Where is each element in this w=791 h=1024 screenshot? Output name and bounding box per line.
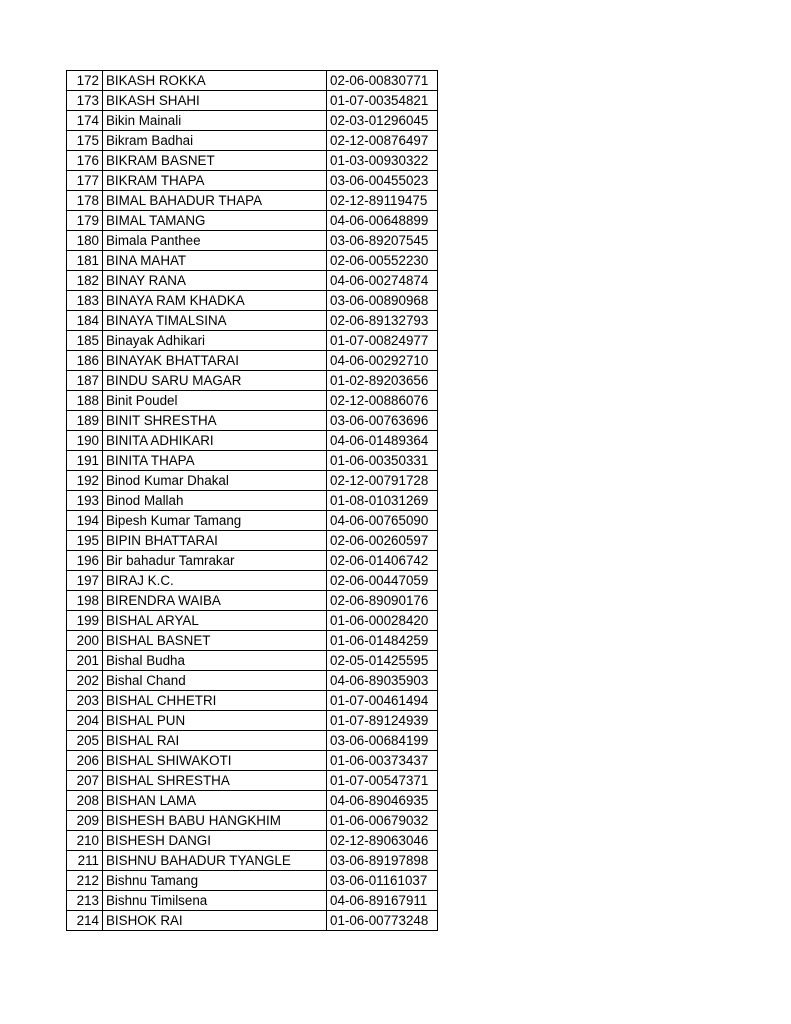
serial-number-cell: 184 — [67, 311, 103, 331]
table-row — [67, 191, 438, 211]
name-cell: BIPIN BHATTARAI — [103, 531, 327, 551]
name-cell: BISHAL RAI — [103, 731, 327, 751]
table-row — [67, 811, 438, 831]
name-cell: BIKRAM BASNET — [103, 151, 327, 171]
name-cell: Binod Kumar Dhakal — [103, 471, 327, 491]
table-row — [67, 131, 438, 151]
name-cell: Bikram Badhai — [103, 131, 327, 151]
serial-number-cell: 190 — [67, 431, 103, 451]
serial-number-cell: 186 — [67, 351, 103, 371]
serial-number-cell: 213 — [67, 891, 103, 911]
serial-number-cell: 188 — [67, 391, 103, 411]
table-row — [67, 691, 438, 711]
table-row — [67, 351, 438, 371]
id-number-cell: 02-06-00260597 — [327, 531, 438, 551]
serial-number-cell: 175 — [67, 131, 103, 151]
serial-number-cell: 197 — [67, 571, 103, 591]
id-number-cell: 04-06-89046935 — [327, 791, 438, 811]
id-number-cell: 02-06-89132793 — [327, 311, 438, 331]
name-cell: Bipesh Kumar Tamang — [103, 511, 327, 531]
name-cell: BISHAL SHIWAKOTI — [103, 751, 327, 771]
id-number-cell: 01-07-89124939 — [327, 711, 438, 731]
serial-number-cell: 196 — [67, 551, 103, 571]
id-number-cell: 01-07-00354821 — [327, 91, 438, 111]
name-cell: BINAY RANA — [103, 271, 327, 291]
id-number-cell: 04-06-00274874 — [327, 271, 438, 291]
name-cell: BISHNU BAHADUR TYANGLE — [103, 851, 327, 871]
table-row — [67, 91, 438, 111]
id-number-cell: 02-12-00791728 — [327, 471, 438, 491]
table-row — [67, 71, 438, 91]
table-row — [67, 211, 438, 231]
id-number-cell: 02-06-00447059 — [327, 571, 438, 591]
table-row — [67, 591, 438, 611]
table-row — [67, 491, 438, 511]
serial-number-cell: 203 — [67, 691, 103, 711]
table-row — [67, 411, 438, 431]
name-cell: BISHAN LAMA — [103, 791, 327, 811]
id-number-cell: 04-06-89167911 — [327, 891, 438, 911]
table-row — [67, 671, 438, 691]
name-cell: Bishal Budha — [103, 651, 327, 671]
serial-number-cell: 198 — [67, 591, 103, 611]
id-number-cell: 04-06-00765090 — [327, 511, 438, 531]
serial-number-cell: 199 — [67, 611, 103, 631]
serial-number-cell: 177 — [67, 171, 103, 191]
serial-number-cell: 173 — [67, 91, 103, 111]
table-row — [67, 851, 438, 871]
id-number-cell: 02-12-00876497 — [327, 131, 438, 151]
id-number-cell: 03-06-00455023 — [327, 171, 438, 191]
table-row — [67, 911, 438, 931]
id-number-cell: 02-06-89090176 — [327, 591, 438, 611]
table-row — [67, 371, 438, 391]
serial-number-cell: 208 — [67, 791, 103, 811]
table-row — [67, 731, 438, 751]
id-number-cell: 03-06-89197898 — [327, 851, 438, 871]
name-cell: Bishnu Timilsena — [103, 891, 327, 911]
table-row — [67, 711, 438, 731]
serial-number-cell: 194 — [67, 511, 103, 531]
table-row — [67, 571, 438, 591]
serial-number-cell: 182 — [67, 271, 103, 291]
name-cell: BIKASH ROKKA — [103, 71, 327, 91]
table-row — [67, 431, 438, 451]
name-cell: Bikin Mainali — [103, 111, 327, 131]
roster-table — [66, 70, 438, 931]
table-row — [67, 611, 438, 631]
name-cell: BIMAL BAHADUR THAPA — [103, 191, 327, 211]
table-row — [67, 651, 438, 671]
name-cell: BINIT SHRESTHA — [103, 411, 327, 431]
serial-number-cell: 205 — [67, 731, 103, 751]
name-cell: BISHAL SHRESTHA — [103, 771, 327, 791]
id-number-cell: 01-06-00350331 — [327, 451, 438, 471]
id-number-cell: 02-06-00830771 — [327, 71, 438, 91]
id-number-cell: 01-07-00824977 — [327, 331, 438, 351]
name-cell: Bir bahadur Tamrakar — [103, 551, 327, 571]
serial-number-cell: 176 — [67, 151, 103, 171]
table-row — [67, 531, 438, 551]
id-number-cell: 03-06-00684199 — [327, 731, 438, 751]
id-number-cell: 02-12-89063046 — [327, 831, 438, 851]
table-row — [67, 791, 438, 811]
name-cell: BINAYAK BHATTARAI — [103, 351, 327, 371]
name-cell: BIKRAM THAPA — [103, 171, 327, 191]
name-cell: BIKASH SHAHI — [103, 91, 327, 111]
table-row — [67, 391, 438, 411]
table-row — [67, 251, 438, 271]
id-number-cell: 02-03-01296045 — [327, 111, 438, 131]
name-cell: BISHAL BASNET — [103, 631, 327, 651]
table-row — [67, 451, 438, 471]
serial-number-cell: 180 — [67, 231, 103, 251]
id-number-cell: 03-06-01161037 — [327, 871, 438, 891]
name-cell: Bishal Chand — [103, 671, 327, 691]
serial-number-cell: 214 — [67, 911, 103, 931]
name-cell: BISHAL CHHETRI — [103, 691, 327, 711]
id-number-cell: 02-05-01425595 — [327, 651, 438, 671]
id-number-cell: 01-06-00028420 — [327, 611, 438, 631]
table-row — [67, 151, 438, 171]
serial-number-cell: 187 — [67, 371, 103, 391]
id-number-cell: 01-03-00930322 — [327, 151, 438, 171]
serial-number-cell: 200 — [67, 631, 103, 651]
serial-number-cell: 204 — [67, 711, 103, 731]
name-cell: Binod Mallah — [103, 491, 327, 511]
table-row — [67, 311, 438, 331]
table-row — [67, 271, 438, 291]
name-cell: BISHESH BABU HANGKHIM — [103, 811, 327, 831]
name-cell: BINAYA RAM KHADKA — [103, 291, 327, 311]
serial-number-cell: 201 — [67, 651, 103, 671]
serial-number-cell: 191 — [67, 451, 103, 471]
table-row — [67, 331, 438, 351]
name-cell: Binayak Adhikari — [103, 331, 327, 351]
roster-table-body — [67, 71, 438, 931]
id-number-cell: 01-07-00461494 — [327, 691, 438, 711]
table-row — [67, 751, 438, 771]
name-cell: BINA MAHAT — [103, 251, 327, 271]
name-cell: Bimala Panthee — [103, 231, 327, 251]
id-number-cell: 04-06-00648899 — [327, 211, 438, 231]
table-row — [67, 171, 438, 191]
serial-number-cell: 181 — [67, 251, 103, 271]
serial-number-cell: 172 — [67, 71, 103, 91]
table-row — [67, 551, 438, 571]
name-cell: BIRAJ K.C. — [103, 571, 327, 591]
serial-number-cell: 174 — [67, 111, 103, 131]
serial-number-cell: 195 — [67, 531, 103, 551]
serial-number-cell: 209 — [67, 811, 103, 831]
id-number-cell: 02-12-89119475 — [327, 191, 438, 211]
id-number-cell: 04-06-00292710 — [327, 351, 438, 371]
id-number-cell: 01-08-01031269 — [327, 491, 438, 511]
id-number-cell: 04-06-89035903 — [327, 671, 438, 691]
name-cell: BINITA THAPA — [103, 451, 327, 471]
id-number-cell: 04-06-01489364 — [327, 431, 438, 451]
id-number-cell: 02-06-01406742 — [327, 551, 438, 571]
table-row — [67, 471, 438, 491]
id-number-cell: 03-06-00890968 — [327, 291, 438, 311]
name-cell: BIRENDRA WAIBA — [103, 591, 327, 611]
serial-number-cell: 193 — [67, 491, 103, 511]
name-cell: Bishnu Tamang — [103, 871, 327, 891]
id-number-cell: 01-06-00679032 — [327, 811, 438, 831]
table-row — [67, 891, 438, 911]
table-row — [67, 511, 438, 531]
serial-number-cell: 185 — [67, 331, 103, 351]
name-cell: BISHAL ARYAL — [103, 611, 327, 631]
serial-number-cell: 210 — [67, 831, 103, 851]
table-row — [67, 631, 438, 651]
serial-number-cell: 206 — [67, 751, 103, 771]
serial-number-cell: 178 — [67, 191, 103, 211]
table-row — [67, 831, 438, 851]
id-number-cell: 01-07-00547371 — [327, 771, 438, 791]
serial-number-cell: 212 — [67, 871, 103, 891]
name-cell: BIMAL TAMANG — [103, 211, 327, 231]
name-cell: BISHOK RAI — [103, 911, 327, 931]
id-number-cell: 03-06-00763696 — [327, 411, 438, 431]
serial-number-cell: 179 — [67, 211, 103, 231]
name-cell: BISHAL PUN — [103, 711, 327, 731]
id-number-cell: 02-12-00886076 — [327, 391, 438, 411]
name-cell: BINITA ADHIKARI — [103, 431, 327, 451]
name-cell: Binit Poudel — [103, 391, 327, 411]
name-cell: BINAYA TIMALSINA — [103, 311, 327, 331]
id-number-cell: 02-06-00552230 — [327, 251, 438, 271]
id-number-cell: 03-06-89207545 — [327, 231, 438, 251]
serial-number-cell: 192 — [67, 471, 103, 491]
serial-number-cell: 207 — [67, 771, 103, 791]
serial-number-cell: 189 — [67, 411, 103, 431]
table-row — [67, 111, 438, 131]
name-cell: BISHESH DANGI — [103, 831, 327, 851]
id-number-cell: 01-06-00373437 — [327, 751, 438, 771]
serial-number-cell: 211 — [67, 851, 103, 871]
id-number-cell: 01-02-89203656 — [327, 371, 438, 391]
id-number-cell: 01-06-00773248 — [327, 911, 438, 931]
name-cell: BINDU SARU MAGAR — [103, 371, 327, 391]
table-row — [67, 231, 438, 251]
table-row — [67, 291, 438, 311]
serial-number-cell: 202 — [67, 671, 103, 691]
table-row — [67, 771, 438, 791]
id-number-cell: 01-06-01484259 — [327, 631, 438, 651]
serial-number-cell: 183 — [67, 291, 103, 311]
table-row — [67, 871, 438, 891]
